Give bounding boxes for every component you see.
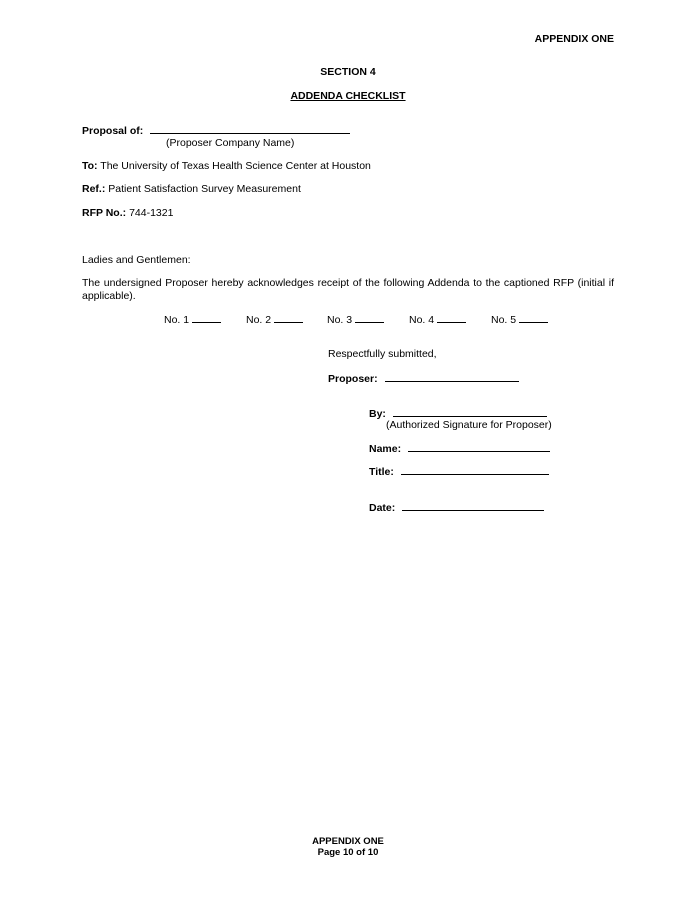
proposal-of-row (82, 124, 350, 137)
date-blank[interactable] (402, 501, 544, 511)
addendum-label: No. 2 (246, 314, 272, 326)
ref-value: Patient Satisfaction Survey Measurement (108, 183, 301, 195)
closing: Respectfully submitted, (328, 348, 437, 360)
by-label: By: (369, 408, 386, 420)
name-blank[interactable] (408, 442, 550, 452)
footer-appendix-label: APPENDIX ONE (312, 836, 384, 847)
date-label: Date: (369, 502, 396, 514)
name-row (369, 442, 550, 455)
ref-label: Ref.: (82, 183, 106, 195)
to-row (82, 160, 371, 172)
proposal-of-blank[interactable] (150, 124, 350, 134)
addendum-2 (246, 313, 303, 326)
addendum-initial-blank[interactable] (274, 313, 303, 323)
acknowledgement-paragraph: The undersigned Proposer hereby acknowledges receipt of the following Addenda to the captioned RFP (initial if applicable). (82, 277, 614, 302)
proposer-blank[interactable] (385, 372, 519, 382)
rfp-value: 744-1321 (129, 207, 174, 219)
addendum-initial-blank[interactable] (355, 313, 384, 323)
addendum-label: No. 3 (327, 314, 353, 326)
ref-row (82, 183, 301, 195)
date-row (369, 501, 544, 514)
rfp-row (82, 207, 173, 219)
section-title: SECTION 4 (320, 66, 376, 78)
header-appendix-label: APPENDIX ONE (534, 33, 614, 45)
to-value: The University of Texas Health Science Center at Houston (100, 160, 371, 172)
proposal-of-caption: (Proposer Company Name) (166, 137, 295, 149)
addendum-label: No. 5 (491, 314, 517, 326)
proposer-row (328, 372, 519, 385)
page-title: ADDENDA CHECKLIST (290, 90, 406, 102)
addendum-initial-blank[interactable] (192, 313, 221, 323)
name-label: Name: (369, 443, 402, 455)
rfp-label: RFP No.: (82, 207, 127, 219)
title-row (369, 465, 549, 478)
proposal-of-label: Proposal of: (82, 125, 144, 137)
by-caption: (Authorized Signature for Proposer) (386, 419, 552, 431)
proposer-label: Proposer: (328, 373, 378, 385)
salutation: Ladies and Gentlemen: (82, 254, 191, 266)
addendum-4 (409, 313, 466, 326)
addendum-label: No. 1 (164, 314, 190, 326)
addendum-initial-blank[interactable] (519, 313, 548, 323)
signature-blank[interactable] (393, 407, 547, 417)
footer-page-number: Page 10 of 10 (317, 847, 379, 858)
title-blank[interactable] (401, 465, 549, 475)
addendum-5 (491, 313, 548, 326)
title-label: Title: (369, 466, 394, 478)
to-label: To: (82, 160, 98, 172)
addendum-label: No. 4 (409, 314, 435, 326)
addendum-3 (327, 313, 384, 326)
addendum-1 (164, 313, 221, 326)
addendum-initial-blank[interactable] (437, 313, 466, 323)
